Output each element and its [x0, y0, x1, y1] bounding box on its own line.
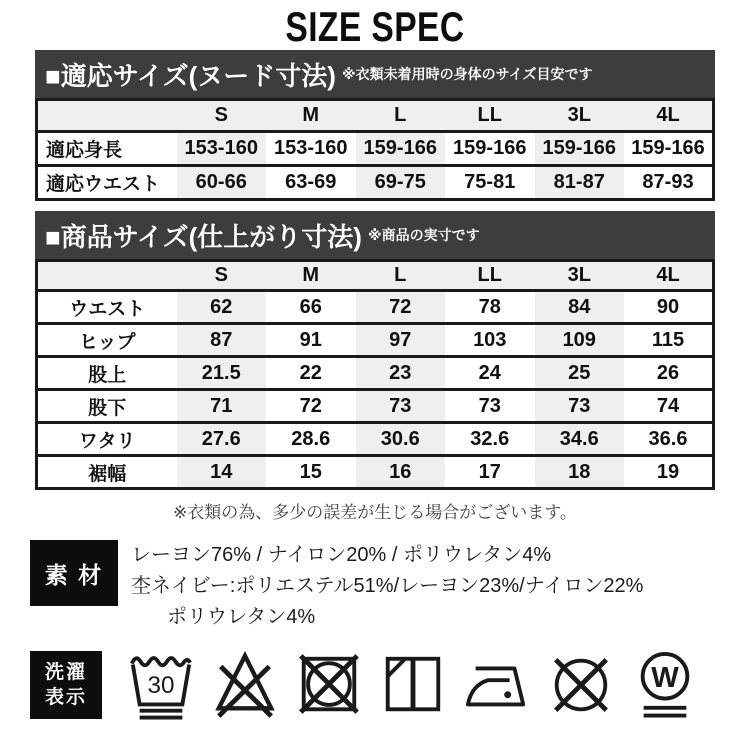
- wash-temp-text: 30: [147, 671, 175, 699]
- nude-size-header-row: [37, 100, 714, 132]
- page-title-text: SIZE SPEC: [285, 3, 465, 50]
- table-row-height: [37, 132, 714, 166]
- product-size-header-row: [37, 261, 714, 291]
- cell: 71: [177, 390, 267, 423]
- cell: 69-75: [356, 166, 446, 200]
- table-row-waist: [37, 291, 714, 324]
- col-header-s: S: [177, 261, 267, 291]
- row-label: 適応身長: [37, 132, 177, 166]
- cell: 153-160: [177, 132, 267, 166]
- row-label: ウエスト: [37, 291, 177, 324]
- cell: 91: [266, 324, 356, 357]
- row-label: 股下: [37, 390, 177, 423]
- table-row-waist: [37, 166, 714, 200]
- material-label: 素 材: [30, 540, 118, 606]
- cell: 74: [624, 390, 714, 423]
- col-header-4l: 4L: [624, 100, 714, 132]
- cell: 90: [624, 291, 714, 324]
- material-section: [30, 540, 750, 633]
- cell: 159-166: [445, 132, 535, 166]
- cell: 25: [535, 357, 625, 390]
- cell: 60-66: [177, 166, 267, 200]
- cell: 72: [356, 291, 446, 324]
- col-header-ll: LL: [445, 100, 535, 132]
- col-header-l: L: [356, 261, 446, 291]
- cell: 19: [624, 456, 714, 489]
- cell: 63-69: [266, 166, 356, 200]
- care-icons: [127, 648, 699, 722]
- col-header-l: L: [356, 100, 446, 132]
- wash-tub-30-very-gentle-icon: [127, 648, 195, 722]
- cell: 14: [177, 456, 267, 489]
- cell: 87: [177, 324, 267, 357]
- cell: 87-93: [624, 166, 714, 200]
- cell: 159-166: [356, 132, 446, 166]
- product-size-heading: ■商品サイズ(仕上がり寸法): [45, 221, 362, 252]
- col-header-m: M: [266, 261, 356, 291]
- cell: 66: [266, 291, 356, 324]
- cell: 78: [445, 291, 535, 324]
- laundry-section: [30, 648, 750, 722]
- laundry-label-line1: 洗濯: [44, 662, 87, 683]
- product-size-section-header: [35, 211, 715, 259]
- wet-clean-very-gentle-icon: [631, 648, 699, 722]
- row-label: 裾幅: [37, 456, 177, 489]
- row-label: 適応ウエスト: [37, 166, 177, 200]
- disclaimer-note: ※衣類の為、多少の誤差が生じる場合がございます。: [173, 503, 577, 522]
- cell: 24: [445, 357, 535, 390]
- cell: 153-160: [266, 132, 356, 166]
- laundry-label-line2: 表示: [44, 687, 87, 708]
- cell: 72: [266, 390, 356, 423]
- cell: 17: [445, 456, 535, 489]
- cell: 159-166: [535, 132, 625, 166]
- cell: 73: [535, 390, 625, 423]
- page-title: [0, 4, 750, 50]
- cell: 109: [535, 324, 625, 357]
- table-row-rise: [37, 357, 714, 390]
- row-label: ヒップ: [37, 324, 177, 357]
- row-label: ワタリ: [37, 423, 177, 456]
- product-size-note: ※商品の実寸です: [367, 227, 480, 243]
- cell: 26: [624, 357, 714, 390]
- no-dry-clean-icon: [547, 648, 615, 722]
- table-row-hem: [37, 456, 714, 489]
- cell: 73: [445, 390, 535, 423]
- corner-cell: [37, 261, 177, 291]
- cell: 27.6: [177, 423, 267, 456]
- cell: 73: [356, 390, 446, 423]
- product-size-table: [35, 259, 715, 490]
- cell: 75-81: [445, 166, 535, 200]
- iron-low-one-dot-icon: [463, 648, 531, 722]
- nude-size-note: ※衣類未着用時の身体のサイズ目安です: [341, 66, 593, 82]
- hang-dry-in-shade-icon: [379, 648, 447, 722]
- cell: 103: [445, 324, 535, 357]
- cell: 22: [266, 357, 356, 390]
- no-bleach-icon: [211, 648, 279, 722]
- cell: 97: [356, 324, 446, 357]
- cell: 84: [535, 291, 625, 324]
- col-header-4l: 4L: [624, 261, 714, 291]
- wet-clean-letter: W: [651, 661, 679, 694]
- size-spec-page: [0, 4, 750, 722]
- cell: 115: [624, 324, 714, 357]
- laundry-label: [30, 651, 102, 719]
- nude-size-section-header: [35, 50, 715, 98]
- col-header-ll: LL: [445, 261, 535, 291]
- cell: 34.6: [535, 423, 625, 456]
- material-text: [131, 540, 643, 633]
- cell: 36.6: [624, 423, 714, 456]
- cell: 15: [266, 456, 356, 489]
- cell: 81-87: [535, 166, 625, 200]
- cell: 30.6: [356, 423, 446, 456]
- cell: 21.5: [177, 357, 267, 390]
- cell: 62: [177, 291, 267, 324]
- nude-size-table: [35, 98, 715, 201]
- material-line-2: 杢ネイビー:ポリエステル51%/レーヨン23%/ナイロン22%: [131, 575, 644, 597]
- col-header-3l: 3L: [535, 100, 625, 132]
- table-row-thigh: [37, 423, 714, 456]
- col-header-s: S: [177, 100, 267, 132]
- cell: 159-166: [624, 132, 714, 166]
- table-row-inseam: [37, 390, 714, 423]
- material-line-1: レーヨン76% / ナイロン20% / ポリウレタン4%: [131, 544, 552, 566]
- corner-cell: [37, 100, 177, 132]
- cell: 16: [356, 456, 446, 489]
- no-tumble-dry-icon: [295, 648, 363, 722]
- cell: 28.6: [266, 423, 356, 456]
- cell: 32.6: [445, 423, 535, 456]
- col-header-m: M: [266, 100, 356, 132]
- cell: 23: [356, 357, 446, 390]
- cell: 18: [535, 456, 625, 489]
- material-line-3: ポリウレタン4%: [167, 606, 316, 628]
- nude-size-heading: ■適応サイズ(ヌード寸法): [45, 60, 336, 91]
- col-header-3l: 3L: [535, 261, 625, 291]
- table-row-hip: [37, 324, 714, 357]
- row-label: 股上: [37, 357, 177, 390]
